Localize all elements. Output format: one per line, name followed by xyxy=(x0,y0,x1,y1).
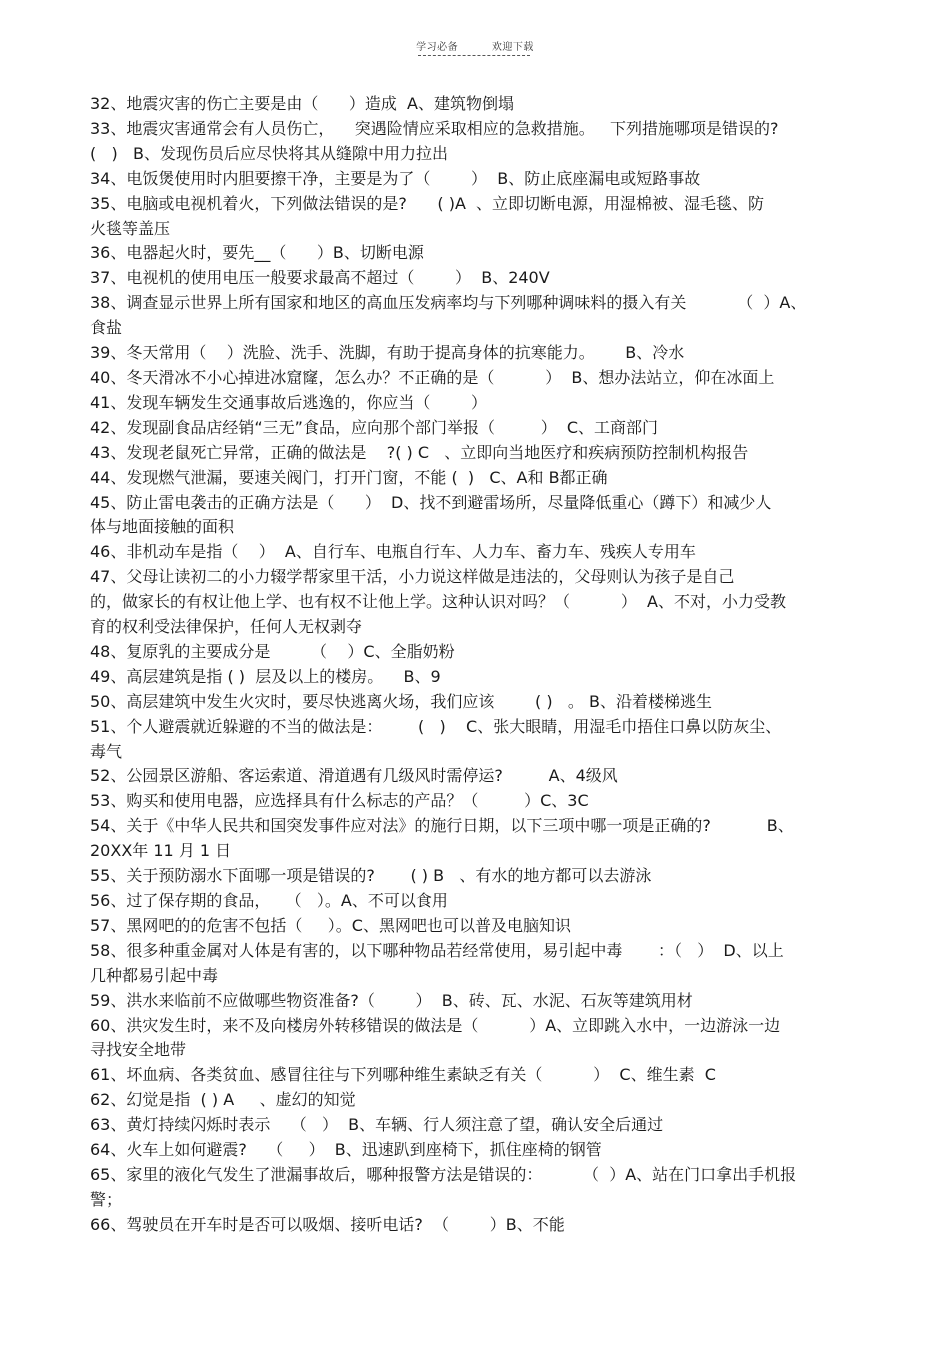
question-line: 61、坏血病、各类贫血、感冒往往与下列哪种维生素缺乏有关（ ） C、维生素 C xyxy=(90,1065,716,1085)
question-line: 火毯等盖压 xyxy=(90,218,171,238)
question-line: 54、关于《中华人民共和国突发事件应对法》的施行日期，以下三项中哪一项是正确的? B、 xyxy=(90,816,794,836)
question-line: 32、地震灾害的伤亡主要是由（ ）造成 A、建筑物倒塌 xyxy=(90,94,514,113)
page-header xyxy=(0,38,950,53)
question-line: 50、高层建筑中发生火灾时，要尽快逃离火场，我们应该 ( ) 。 B、沿着楼梯逃生 xyxy=(90,691,712,711)
question-line: 43、发现老鼠死亡异常，正确的做法是 ?( ) C 、立即向当地医疗和疾病预防控制机构报告 xyxy=(90,442,749,462)
question-line: 66、驾驶员在开车时是否可以吸烟、接听电话? （ ）B、不能 xyxy=(90,1214,565,1234)
question-line: 育的权利受法律保护，任何人无权剥夺 xyxy=(90,617,363,637)
question-line: 寻找安全地带 xyxy=(90,1040,187,1060)
header-divider xyxy=(418,55,530,56)
question-line: 34、电饭煲使用时内胆要擦干净，主要是为了（ ） B、防止底座漏电或短路事故 xyxy=(90,168,701,188)
question-line: 47、父母让读初二的小力辍学帮家里干活，小力说这样做是违法的，父母则认为孩子是自己 xyxy=(90,567,735,587)
question-line: 20XX年 11 月 1 日 xyxy=(90,841,232,861)
question-line: 55、关于预防溺水下面哪一项是错误的? ( ) B 、有水的地方都可以去游泳 xyxy=(90,866,652,886)
question-list xyxy=(90,92,865,1238)
question-line: 58、很多种重金属对人体是有害的，以下哪种物品若经常使用，易引起中毒 ：（ ） D、以上 xyxy=(90,940,784,960)
question-line: 38、调查显示世界上所有国家和地区的高血压发病率均与下列哪种调味料的摄入有关 （ ）A、 xyxy=(90,293,807,313)
question-line: 的，做家长的有权让他上学、也有权不让他上学。这种认识对吗？（ ） A、不对，小力受教 xyxy=(90,592,786,612)
question-line: 食盐 xyxy=(90,318,123,338)
question-line: 65、家里的液化气发生了泄漏事故后，哪种报警方法是错误的： （ ）A、站在门口拿出手机报 xyxy=(90,1164,797,1184)
question-line: 41、发现车辆发生交通事故后逃逸的，你应当（ ） xyxy=(90,392,488,412)
question-line: 46、非机动车是指（ ） A、自行车、电瓶自行车、人力车、畜力车、残疾人专用车 xyxy=(90,542,696,562)
question-line: 53、购买和使用电器，应选择具有什么标志的产品？（ ）C、3C xyxy=(90,791,589,811)
question-line: 48、复原乳的主要成分是 （ ）C、全脂奶粉 xyxy=(90,641,455,661)
question-line: 37、电视机的使用电压一般要求最高不超过（ ） B、240V xyxy=(90,268,550,288)
question-line: 59、洪水来临前不应做哪些物资准备?（ ） B、砖、瓦、水泥、石灰等建筑用材 xyxy=(90,990,693,1010)
question-line: 40、冬天滑冰不小心掉进冰窟窿，怎么办？不正确的是（ ） B、想办法站立，仰在冰面上 xyxy=(90,367,775,387)
question-line: 49、高层建筑是指 ( ) 层及以上的楼房。 B、9 xyxy=(90,666,441,686)
question-line: 几种都易引起中毒 xyxy=(90,965,219,985)
question-line: 64、火车上如何避震? （ ） B、迅速趴到座椅下，抓住座椅的钢管 xyxy=(90,1140,602,1160)
question-line: 60、洪灾发生时，来不及向楼房外转移错误的做法是（ ）A、立即跳入水中，一边游泳一边 xyxy=(90,1015,781,1035)
question-line: 62、幻觉是指 ( ) A 、虚幻的知觉 xyxy=(90,1090,356,1110)
question-line: 毒气 xyxy=(90,741,123,761)
question-line: 63、黄灯持续闪烁时表示 （ ） B、车辆、行人须注意了望，确认安全后通过 xyxy=(90,1115,664,1135)
question-line: 44、发现燃气泄漏，要速关阀门，打开门窗，不能 ( ) C、A和 B都正确 xyxy=(90,467,608,487)
question-line: 45、防止雷电袭击的正确方法是（ ） D、找不到避雷场所，尽量降低重心（蹲下）和减少人 xyxy=(90,492,772,512)
header-right-text: 欢迎下载 xyxy=(491,42,534,53)
question-line: 35、电脑或电视机着火，下列做法错误的是? ( )A 、立即切断电源，用湿棉被、湿毛毯、防 xyxy=(90,193,765,213)
question-line: 52、公园景区游船、客运索道、滑道遇有几级风时需停运? A、4级风 xyxy=(90,766,618,786)
question-line: 42、发现副食品店经销“三无”食品，应向那个部门举报（ ） C、工商部门 xyxy=(90,417,659,437)
question-line: 51、个人避震就近躲避的不当的做法是： ( ) C、张大眼睛，用湿毛巾捂住口鼻以防灰尘、 xyxy=(90,716,782,736)
question-line: ( ) B、发现伤员后应尽快将其从缝隙中用力拉出 xyxy=(90,143,448,163)
header-left-text: 学习必备 xyxy=(416,42,459,53)
question-line: 36、电器起火时，要先__（ ）B、切断电源 xyxy=(90,243,424,263)
question-line: 56、过了保存期的食品， （ ）。A、不可以食用 xyxy=(90,891,448,910)
question-line: 33、地震灾害通常会有人员伤亡， 突遇险情应采取相应的急救措施。 下列措施哪项是错误的? xyxy=(90,118,779,138)
question-line: 体与地面接触的面积 xyxy=(90,517,235,537)
question-line: 39、冬天常用（ ）洗脸、洗手、洗脚，有助于提高身体的抗寒能力。 B、冷水 xyxy=(90,343,685,363)
question-line: 警； xyxy=(90,1189,123,1209)
question-line: 57、黑网吧的的危害不包括（ ）。C、黑网吧也可以普及电脑知识 xyxy=(90,915,571,935)
